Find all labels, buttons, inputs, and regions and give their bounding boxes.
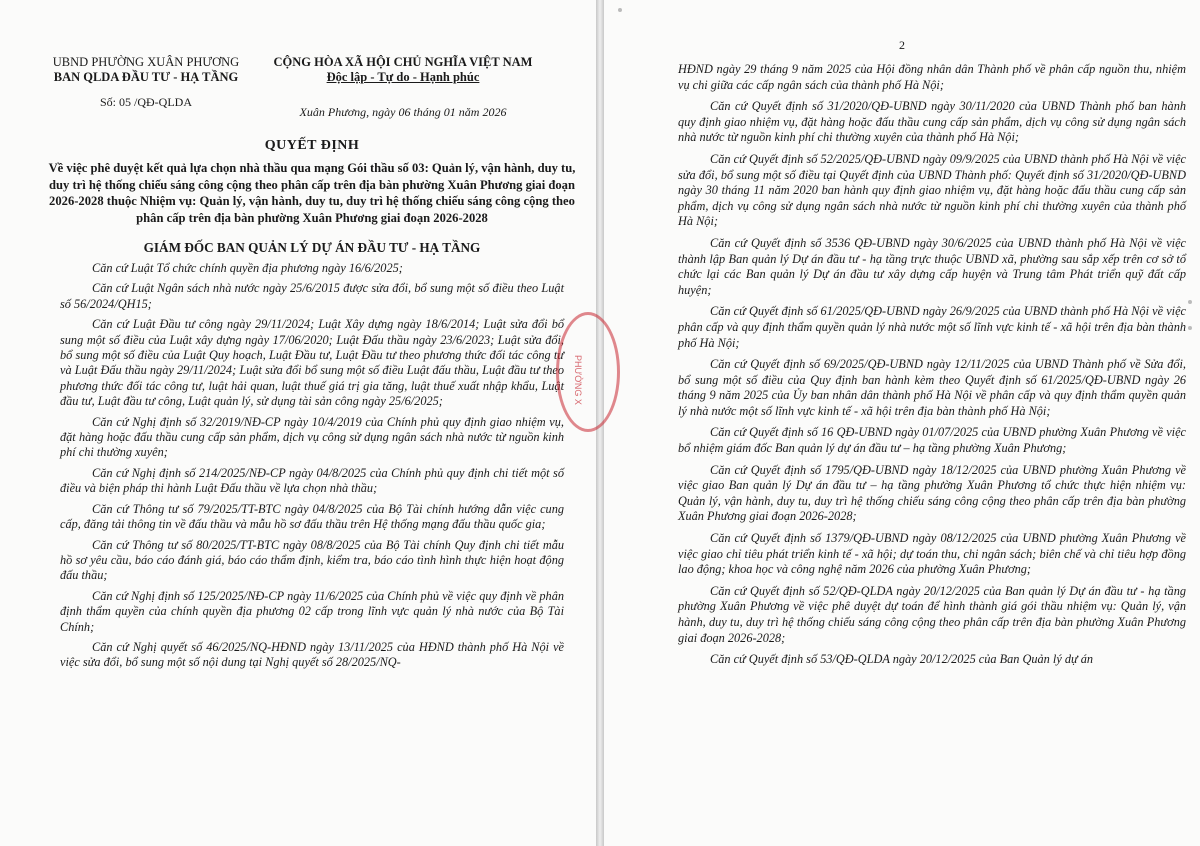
continuation-paragraph: HĐND ngày 29 tháng 9 năm 2025 của Hội đồng nhân dân Thành phố về phân cấp nguồn thu, nhiệm vụ chi giữa các cấp ngân sách của thành phố Hà Nội; [678, 62, 1186, 92]
scan-speck [618, 8, 622, 12]
legal-basis-paragraph: Căn cứ Quyết định số 3536 QĐ-UBND ngày 30/6/2025 của UBND thành phố Hà Nội về việc thành lập Ban quản lý Dự án đầu tư - hạ tầng trực thuộc UBND xã, phường sau sắp xếp trên cơ sở tổ chức lại các Ban quản lý Dự án đầu tư xây dựng cấp huyện và Trung tâm Phát triển quỹ đất cấp huyện; [678, 235, 1186, 297]
document-header [52, 0, 564, 119]
org-line-1: UBND PHƯỜNG XUÂN PHƯƠNG [52, 55, 240, 69]
legal-basis-paragraph: Căn cứ Quyết định số 1379/QĐ-UBND ngày 08/12/2025 của UBND phường Xuân Phương về việc giao chỉ tiêu phát triển kinh tế - xã hội; dự toán thu, chi ngân sách; biên chế và chỉ tiêu hợp đồng lao động; khoa học và công nghệ năm 2026 của phường Xuân Phương; [678, 531, 1186, 577]
legal-basis-paragraph: Căn cứ Quyết định số 52/QĐ-QLDA ngày 20/12/2025 của Ban quản lý Dự án đầu tư - hạ tầng phường Xuân Phương về việc phê duyệt dự toán để hình thành giá gói thầu nhiệm vụ: Quản lý, vận hành, duy tu, duy trì hệ thống chiếu sáng công cộng theo phân cấp trên địa bàn phường Xuân Phương giai đoạn 2026-2028; [678, 583, 1186, 645]
scan-speck [1188, 300, 1192, 304]
nation-line-1: CỘNG HÒA XÃ HỘI CHỦ NGHĨA VIỆT NAM [273, 55, 533, 69]
legal-basis-paragraph: Căn cứ Quyết định số 31/2020/QĐ-UBND ngày 30/11/2020 của UBND Thành phố ban hành quy định giao nhiệm vụ, đặt hàng hoặc đấu thầu cung cấp sản phẩm, dịch vụ công sử dụng ngân sách nhà nước từ nguồn kinh phí chi thường xuyên của thành phố Hà Nội; [678, 99, 1186, 145]
org-line-2: BAN QLDA ĐẦU TƯ - HẠ TẦNG [53, 70, 239, 84]
legal-basis-paragraph: Căn cứ Quyết định số 16 QĐ-UBND ngày 01/07/2025 của UBND phường Xuân Phương về việc bổ nhiệm giám đốc Ban quản lý dự án đầu tư – hạ tầng phường Xuân Phương; [678, 425, 1186, 456]
issuing-organization [52, 55, 240, 110]
dateline: Xuân Phương, ngày 06 tháng 01 năm 2026 [299, 105, 507, 119]
seal-text: PHƯỜNG X [573, 355, 583, 405]
page-number: 2 [899, 38, 905, 52]
legal-basis-paragraph: Căn cứ Quyết định số 61/2025/QĐ-UBND ngày 26/9/2025 của UBND thành phố Hà Nội về việc phân cấp và quy định thẩm quyền quản lý nhà nước một số lĩnh vực kinh tế - xã hội trên địa bàn thành phố Hà Nội; [678, 304, 1186, 350]
director-heading: GIÁM ĐỐC BAN QUẢN LÝ DỰ ÁN ĐẦU TƯ - HẠ TẦNG [143, 240, 481, 255]
official-seal [556, 312, 620, 432]
legal-basis-paragraph: Căn cứ Luật Ngân sách nhà nước ngày 25/6/2015 được sửa đổi, bổ sung một số điều theo Luật số 56/2024/QH15; [60, 281, 564, 311]
legal-basis-paragraph: Căn cứ Quyết định số 69/2025/QĐ-UBND ngày 12/11/2025 của UBND Thành phố về Sửa đổi, bổ sung một số điều của Quy định ban hành kèm theo Quyết định số 61/2025/QĐ-UBND ngày 26 tháng 9 năm 2025 của Ủy ban nhân dân thành phố Hà Nội về phân cấp và quy định thẩm quyền quản lý nhà nước một số lĩnh vực kinh tế - xã hội trên địa bàn thành phố Hà Nội; [678, 357, 1186, 418]
nation-line-2: Độc lập - Tự do - Hạnh phúc [326, 70, 480, 84]
legal-basis-paragraph: Căn cứ Nghị quyết số 46/2025/NQ-HĐND ngày 13/11/2025 của HĐND thành phố Hà Nội về việc sửa đổi, bổ sung một số nội dung tại Nghị quyết số 28/2025/NQ- [60, 639, 564, 670]
document-number: Số: 05 /QĐ-QLDA [100, 95, 192, 109]
scan-speck [1188, 326, 1192, 330]
legal-basis-paragraph: Căn cứ Nghị định số 125/2025/NĐ-CP ngày 11/6/2025 của Chính phủ về việc quy định về phân định thẩm quyền của chính quyền địa phương 02 cấp trong lĩnh vực quản lý nhà nước của Bộ Tài Chính; [60, 588, 564, 634]
legal-basis-paragraph: Căn cứ Quyết định số 52/2025/QĐ-UBND ngày 09/9/2025 của UBND thành phố Hà Nội về việc sửa đổi, bổ sung một số điều tại Quyết định của UBND Thành phố: Quyết định số 31/2020/QĐ-UBND ngày 30 tháng 11 năm 2020 ban hành quy định giao nhiệm vụ, đặt hàng hoặc đấu thầu cung cấp sản phẩm, dịch vụ công sử dụng ngân sách nhà nước từ nguồn kinh phí chi thường xuyên của thành phố Hà Nội; [678, 151, 1186, 229]
legal-basis-paragraph: Căn cứ Luật Đầu tư công ngày 29/11/2024; Luật Xây dựng ngày 18/6/2014; Luật sửa đổi bổ sung một số điều của Luật xây dựng ngày 17/06/2020; Luật Đấu thầu ngày 23/6/2023; Luật sửa đổi, bổ sung một số điều của Luật Quy hoạch, Luật Đầu tư, Luật Đầu tư theo phương thức đối tác công tư và Luật Đấu thầu ngày 29/11/2024; Luật sửa đổi bổ sung một số điều Luật đấu thầu, Luật đầu tư theo phương thức đối tác công tư, luật hải quan, luật thuế giá trị gia tăng, luật thuế xuất nhập khẩu, Luật đầu tư, Luật đầu tư công, Luật quản lý, sử dụng tài sản công ngày 25/6/2025; [60, 317, 564, 409]
page-1 [0, 0, 596, 846]
legal-basis-paragraph: Căn cứ Quyết định số 53/QĐ-QLDA ngày 20/12/2025 của Ban Quản lý dự án [710, 652, 1094, 667]
page-2 [604, 0, 1200, 846]
legal-basis-paragraph: Căn cứ Thông tư số 80/2025/TT-BTC ngày 08/8/2025 của Bộ Tài chính Quy định chi tiết mẫu hồ sơ yêu cầu, báo cáo đánh giá, báo cáo thẩm định, kiểm tra, báo cáo tình hình thực hiện hoạt động đấu thầu; [60, 537, 564, 583]
document-title: QUYẾT ĐỊNH [264, 138, 360, 153]
legal-basis-paragraph: Căn cứ Luật Tổ chức chính quyền địa phương ngày 16/6/2025; [92, 261, 403, 275]
legal-basis-paragraph: Căn cứ Nghị định số 32/2019/NĐ-CP ngày 10/4/2019 của Chính phủ quy định giao nhiệm vụ, đặt hàng hoặc đấu thầu cung cấp sản phẩm, dịch vụ công sử dụng ngân sách nhà nước từ nguồn kinh phí chi thường xuyên; [60, 414, 564, 460]
legal-basis-paragraph: Căn cứ Thông tư số 79/2025/TT-BTC ngày 04/8/2025 của Bộ Tài chính hướng dẫn việc cung cấp, đăng tải thông tin về đấu thầu và mẫu hồ sơ đấu thầu trên Hệ thống mạng đấu thầu quốc gia; [60, 501, 564, 532]
document-subject: Về việc phê duyệt kết quả lựa chọn nhà thầu qua mạng Gói thầu số 03: Quản lý, vận hành, duy tu, duy trì hệ thống chiếu sáng công cộng theo phân cấp trên địa bàn phường Xuân Phương giai đoạn 2026-2028 thuộc Nhiệm vụ: Quản lý, vận hành, duy tu, duy trì hệ thống chiếu sáng công cộng theo phân cấp trên địa bàn phường Xuân Phương giai đoạn 2026-2028 [48, 161, 576, 225]
national-motto [248, 55, 558, 85]
legal-basis-paragraph: Căn cứ Nghị định số 214/2025/NĐ-CP ngày 04/8/2025 của Chính phủ quy định chi tiết một số điều và biện pháp thi hành Luật Đấu thầu về lựa chọn nhà thầu; [60, 465, 564, 496]
legal-basis-paragraph: Căn cứ Quyết định số 1795/QĐ-UBND ngày 18/12/2025 của UBND phường Xuân Phương về việc giao Ban quản lý Dự án đầu tư – hạ tầng phường Xuân Phương tổ chức thực hiện nhiệm vụ: Quản lý, vận hành, duy tu, duy trì hệ thống chiếu sáng công cộng theo phân cấp trên địa bàn phường Xuân Phương giai đoạn 2026-2028; [678, 462, 1186, 524]
legal-basis-list [60, 261, 564, 671]
